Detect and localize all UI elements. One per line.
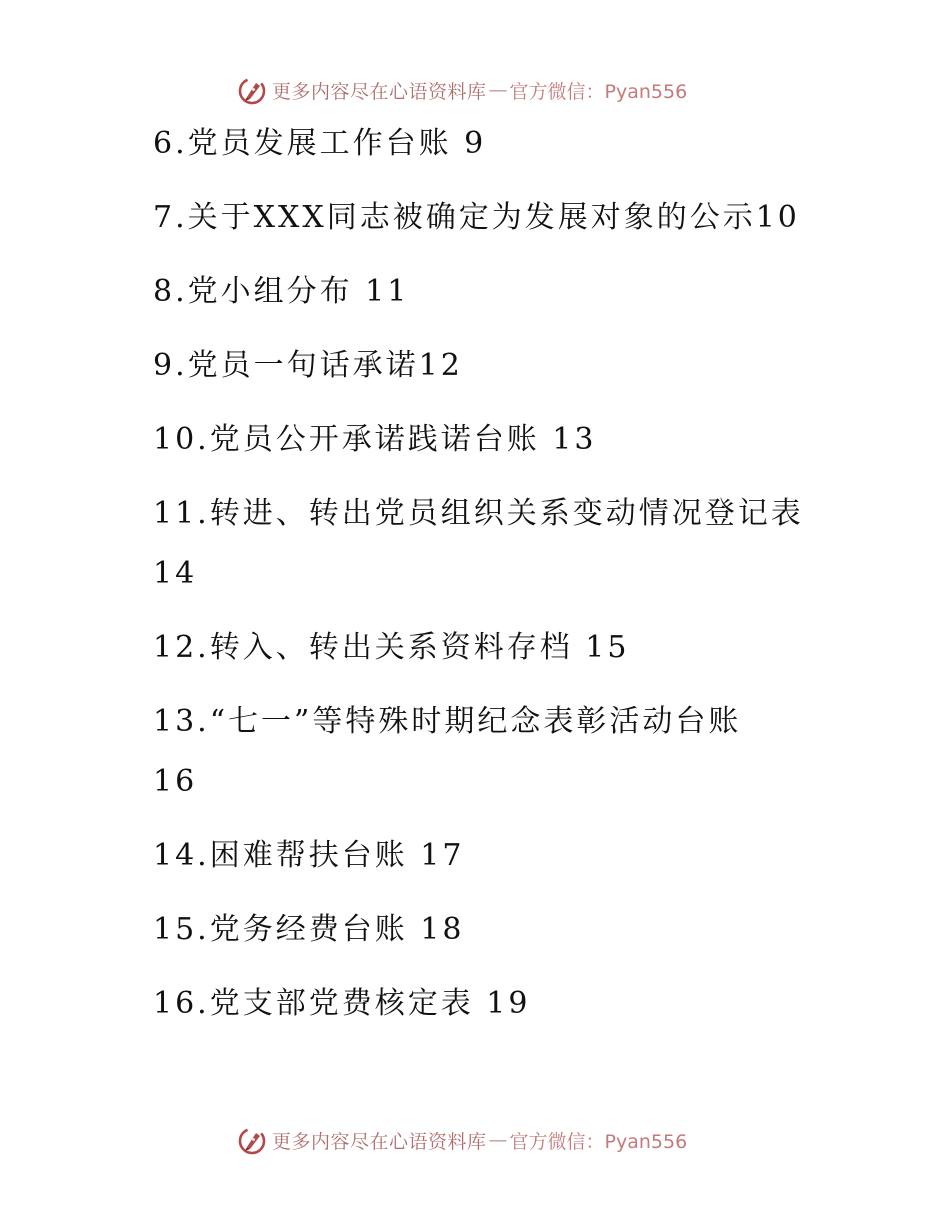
toc-entry: 16.党支部党费核定表 19: [153, 986, 531, 1021]
toc-entry: 9.党员一句话承诺12: [153, 348, 463, 383]
watermark-text: 更多内容尽在心语资料库: [272, 1130, 487, 1153]
toc-entry: 8.党小组分布 11: [153, 274, 410, 309]
toc-entry-page-number: 16: [153, 764, 198, 799]
watermark-contact: 官方微信：Pyan556: [509, 1130, 688, 1153]
toc-entry: 14.困难帮扶台账 17: [153, 838, 465, 873]
watermark-footer: [236, 1122, 687, 1158]
toc-entry: 12.转入、转出关系资料存档 15: [153, 630, 630, 665]
watermark-text: 更多内容尽在心语资料库: [272, 80, 487, 103]
watermark-header: [236, 72, 687, 108]
watermark-separator: —: [488, 79, 508, 101]
watermark-separator: —: [488, 1129, 508, 1151]
toc-entry: 10.党员公开承诺践诺台账 13: [153, 422, 597, 457]
pen-nib-logo-icon: [236, 74, 268, 106]
watermark-contact: 官方微信：Pyan556: [509, 80, 688, 103]
toc-entry-page-number: 14: [153, 556, 198, 591]
toc-entry: 7.关于XXX同志被确定为发展对象的公示10: [153, 200, 800, 235]
toc-entry: 6.党员发展工作台账 9: [153, 126, 487, 161]
toc-entry: 15.党务经费台账 18: [153, 912, 465, 947]
pen-nib-logo-icon: [236, 1124, 268, 1156]
toc-entry: 11.转进、转出党员组织关系变动情况登记表: [153, 496, 804, 531]
toc-entry: 13.“七一”等特殊时期纪念表彰活动台账: [153, 704, 742, 739]
